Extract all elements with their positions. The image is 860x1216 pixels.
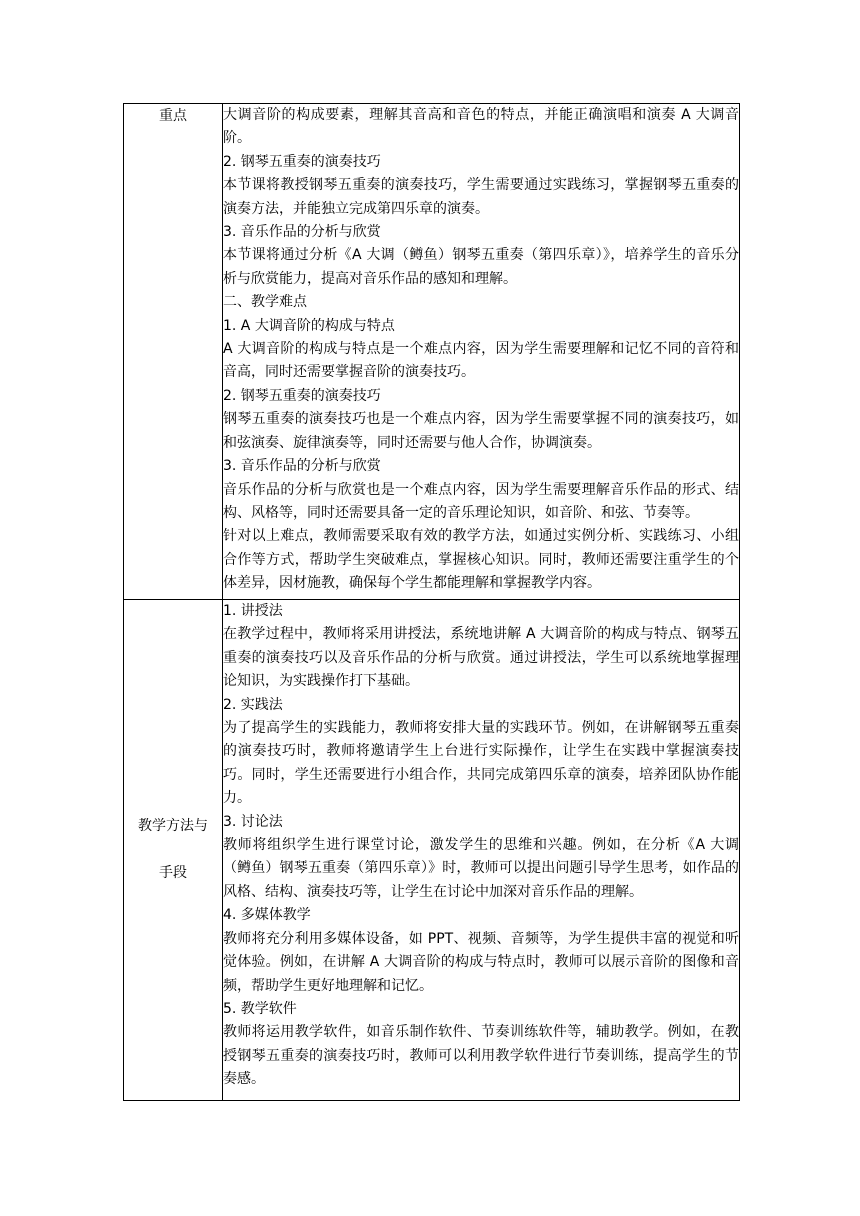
paragraph: 为了提高学生的实践能力，教师将安排大量的实践环节。例如，在讲解钢琴五重奏的演奏技巧时，教师将邀请学生上台进行实际操作，让学生在实践中掌握演奏技巧。同时，学生还需要进行小组合作，共同完成第四乐章的演奏，培养团队协作能力。 <box>223 720 739 807</box>
section-heading: 5. 教学软件 <box>223 1000 297 1017</box>
section-heading: 3. 讨论法 <box>223 813 283 830</box>
row-content-teaching-methods <box>223 600 740 1101</box>
paragraph: 本节课将通过分析《A 大调（鳟鱼）钢琴五重奏（第四乐章）》，培养学生的音乐分析与欣赏能力，提高对音乐作品的感知和理解。 <box>223 247 739 287</box>
row-content-key-points <box>223 104 740 600</box>
row-label-line: 手段 <box>159 865 187 881</box>
row-label-teaching-methods <box>124 600 223 1101</box>
paragraph: 大调音阶的构成要素，理解其音高和音色的特点，并能正确演唱和演奏 A 大调音阶。 <box>223 107 739 147</box>
section-heading: 二、教学难点 <box>223 294 307 311</box>
lesson-plan-table <box>123 103 740 1101</box>
section-heading: 1. 讲授法 <box>223 603 283 619</box>
row-label-line: 教学方法与 <box>138 818 208 834</box>
paragraph: A 大调音阶的构成与特点是一个难点内容，因为学生需要理解和记忆不同的音符和音高，同时还需要掌握音阶的演奏技巧。 <box>223 341 739 381</box>
paragraph: 教师将充分利用多媒体设备，如 PPT、视频、音频等，为学生提供丰富的视觉和听觉体验。例如，在讲解 A 大调音阶的构成与特点时，教师可以展示音阶的图像和音频，帮助学生更好地理解和记忆。 <box>223 930 739 994</box>
paragraph: 教师将运用教学软件，如音乐制作软件、节奏训练软件等，辅助教学。例如，在教授钢琴五重奏的演奏技巧时，教师可以利用教学软件进行节奏训练，提高学生的节奏感。 <box>223 1024 739 1088</box>
section-heading: 4. 多媒体教学 <box>223 907 311 924</box>
paragraph: 教师将组织学生进行课堂讨论，激发学生的思维和兴趣。例如，在分析《A 大调（鳟鱼）钢琴五重奏（第四乐章）》时，教师可以提出问题引导学生思考，如作品的风格、结构、演奏技巧等，让学生在讨论中加深对音乐作品的理解。 <box>223 837 739 900</box>
paragraph: 在教学过程中，教师将采用讲授法，系统地讲解 A 大调音阶的构成与特点、钢琴五重奏的演奏技巧以及音乐作品的分析与欣赏。通过讲授法，学生可以系统地掌握理论知识，为实践操作打下基础。 <box>223 626 739 690</box>
paragraph: 钢琴五重奏的演奏技巧也是一个难点内容，因为学生需要掌握不同的演奏技巧，如和弦演奏、旋律演奏等，同时还需要与他人合作，协调演奏。 <box>223 411 739 451</box>
table-row-teaching-methods <box>124 600 740 1101</box>
paragraph: 本节课将教授钢琴五重奏的演奏技巧，学生需要通过实践练习，掌握钢琴五重奏的演奏方法，并能独立完成第四乐章的演奏。 <box>223 177 739 217</box>
row-label-text: 重点 <box>159 108 187 124</box>
row-label-key-points <box>124 104 223 600</box>
section-heading: 2. 钢琴五重奏的演奏技巧 <box>223 153 381 170</box>
section-heading: 3. 音乐作品的分析与欣赏 <box>223 458 381 475</box>
section-heading: 2. 实践法 <box>223 696 283 713</box>
paragraph: 音乐作品的分析与欣赏也是一个难点内容，因为学生需要理解音乐作品的形式、结构、风格等，同时还需要具备一定的音乐理论知识，如音阶、和弦、节奏等。 <box>223 481 739 521</box>
section-heading: 3. 音乐作品的分析与欣赏 <box>223 224 381 241</box>
table-row-key-points <box>124 104 740 600</box>
section-heading: 2. 钢琴五重奏的演奏技巧 <box>223 387 381 404</box>
paragraph: 针对以上难点，教师需要采取有效的教学方法，如通过实例分析、实践练习、小组合作等方式，帮助学生突破难点，掌握核心知识。同时，教师还需要注重学生的个体差异，因材施教，确保每个学生都能理解和掌握教学内容。 <box>223 528 739 592</box>
section-heading: 1. A 大调音阶的构成与特点 <box>223 317 395 334</box>
